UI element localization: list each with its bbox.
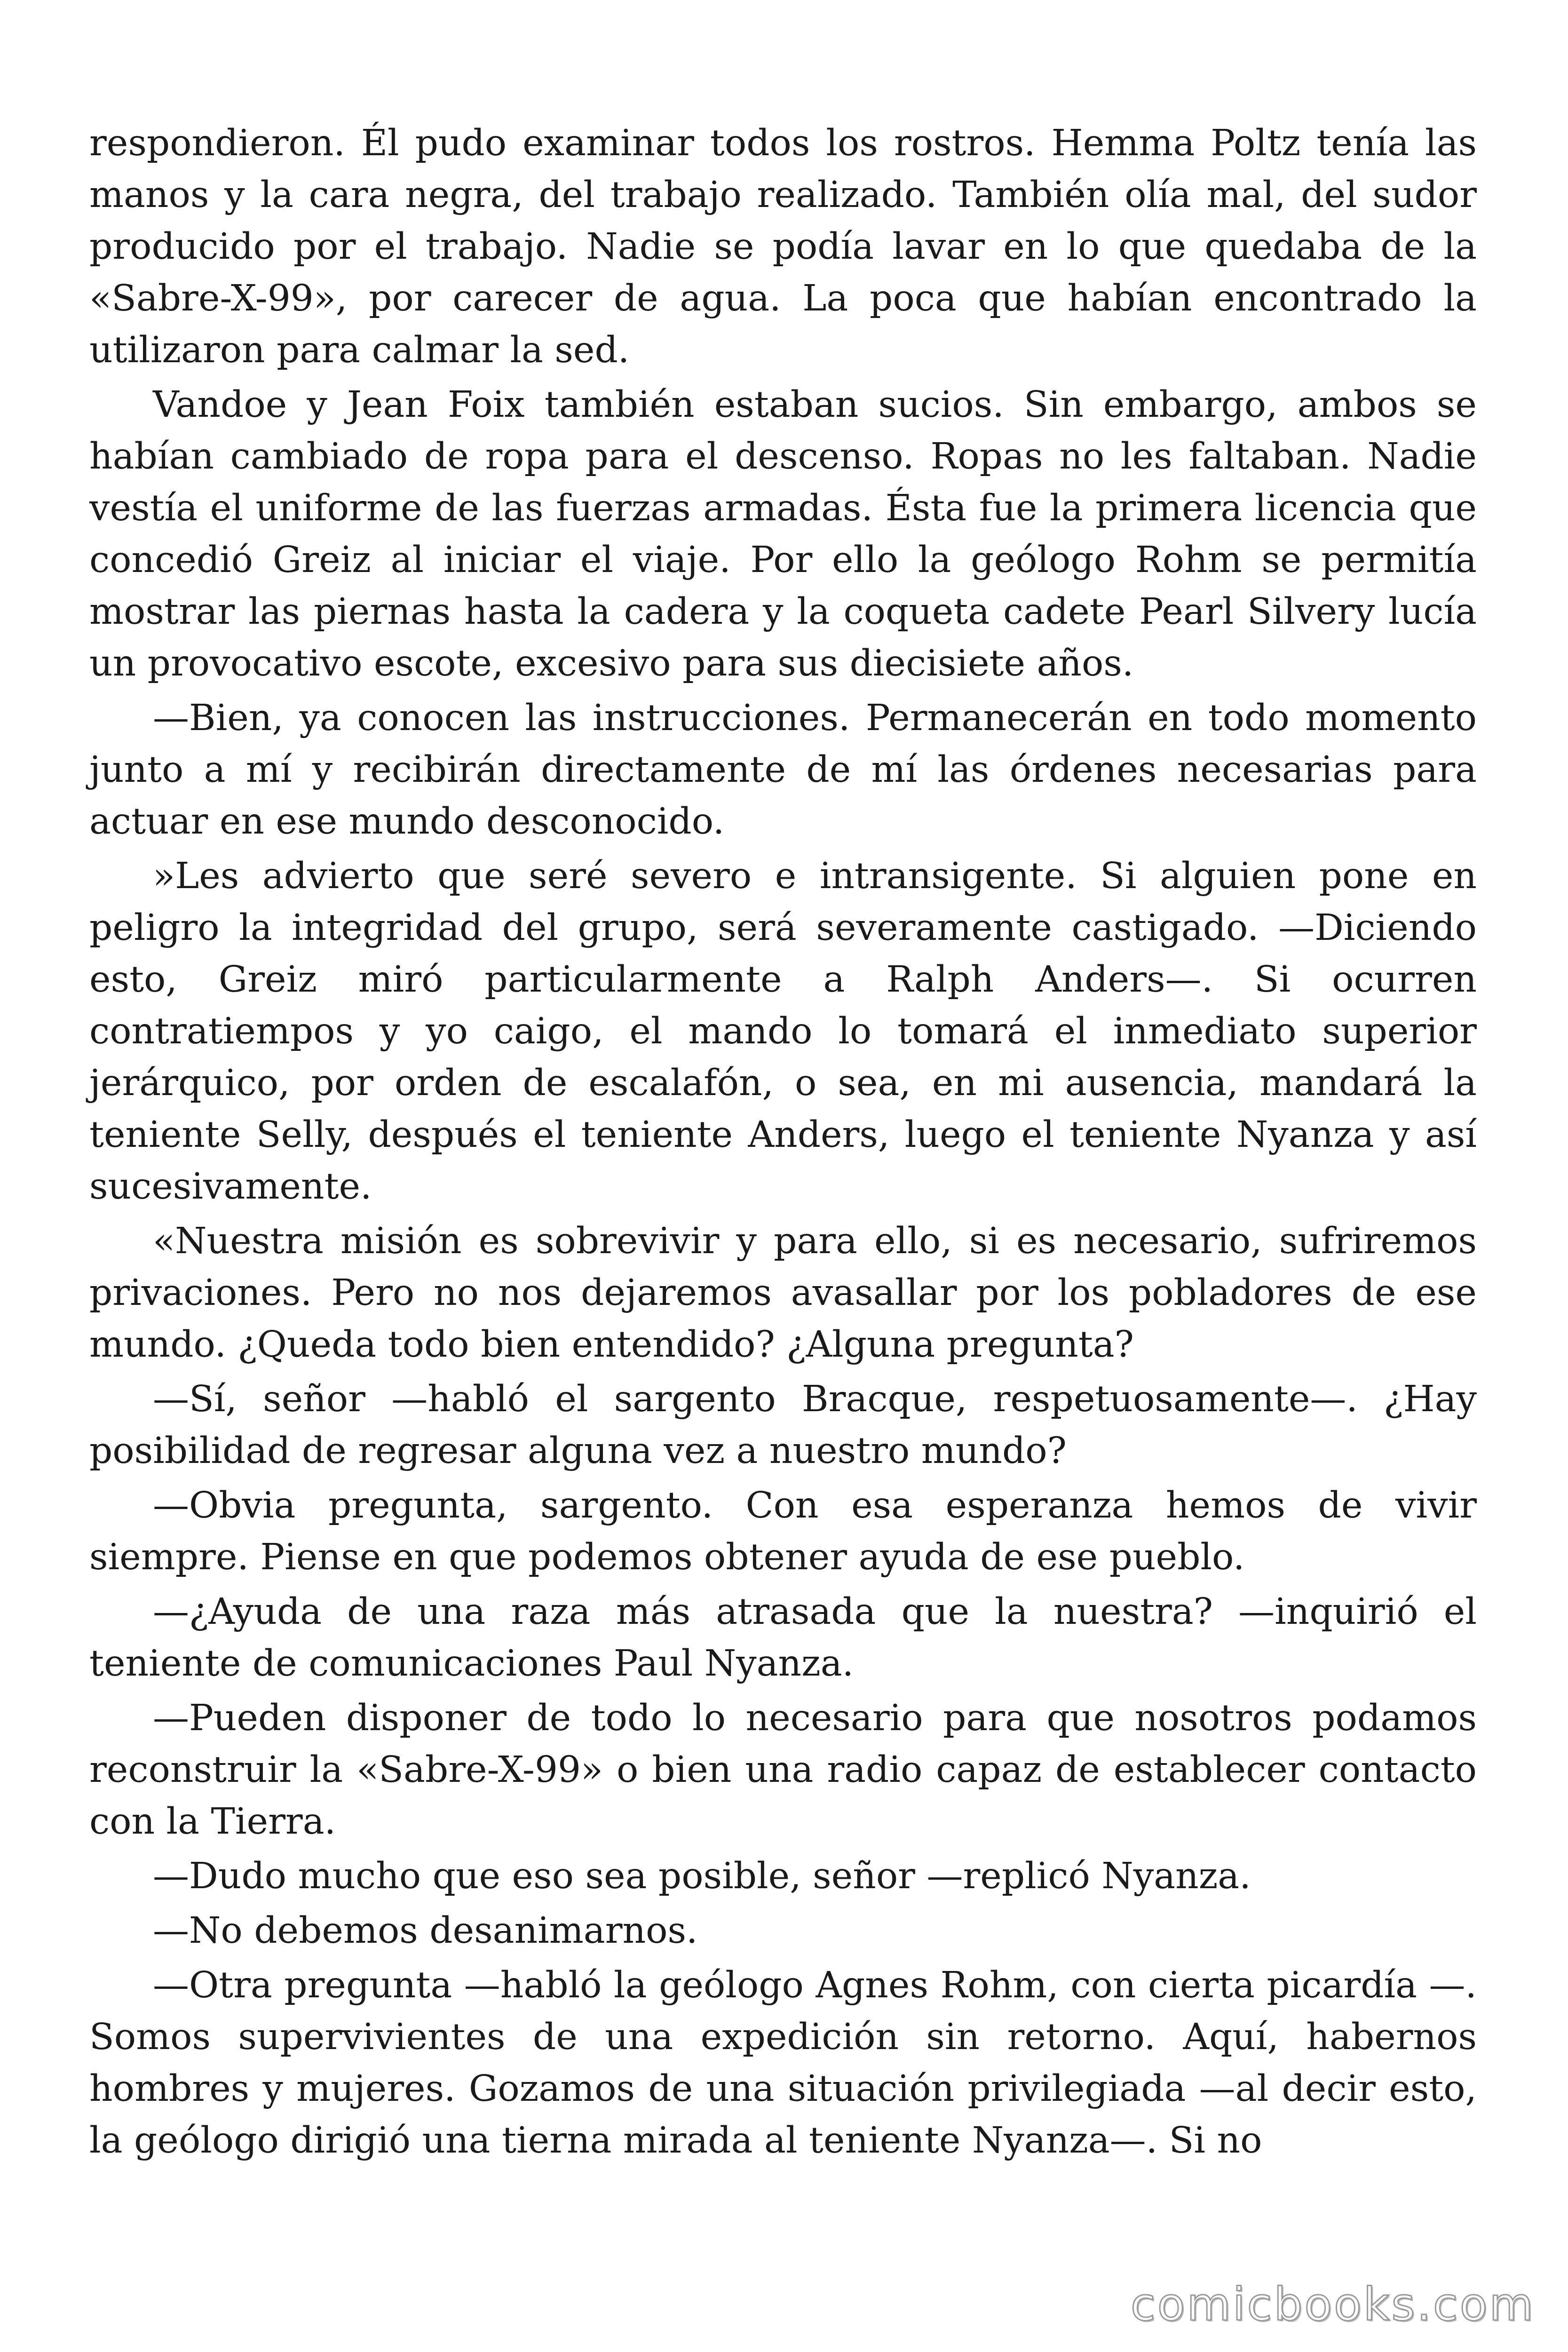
page-body — [89, 118, 1477, 2169]
paragraph: »Les advierto que seré severo e intransigente. Si alguien pone en peligro la integridad del grupo, será severamente castigado. —Diciendo esto, Greiz miró particularmente a Ralph Anders—. Si ocurren contratiempos y yo caigo, el mando lo tomará el inmediato superior jerárquico, por orden de escalafón, o sea, en mi ausencia, mandará la teniente Selly, después el teniente Anders, luego el teniente Nyanza y así sucesivamente. — [89, 855, 1477, 1208]
paragraph: —Otra pregunta —habló la geólogo Agnes Rohm, con cierta picardía —. Somos supervivientes de una expedición sin retorno. Aquí, habernos hombres y mujeres. Gozamos de una situación privilegiada —al decir esto, la geólogo dirigió una tierna mirada al teniente Nyanza—. Si no — [89, 1964, 1477, 2161]
paragraph: —Obvia pregunta, sargento. Con esa esperanza hemos de vivir siempre. Piense en que podemos obtener ayuda de ese pueblo. — [89, 1485, 1477, 1578]
paragraph: Vandoe y Jean Foix también estaban sucios. Sin embargo, ambos se habían cambiado de ropa para el descenso. Ropas no les faltaban. Nadie vestía el uniforme de las fuerzas armadas. Ésta fue la primera licencia que concedió Greiz al iniciar el viaje. Por ello la geólogo Rohm se permitía mostrar las piernas hasta la cadera y la coqueta cadete Pearl Silvery lucía un provocativo escote, excesivo para sus diecisiete años. — [89, 384, 1477, 684]
paragraph: —Sí, señor —habló el sargento Bracque, respetuosamente—. ¿Hay posibilidad de regresar alguna vez a nuestro mundo? — [89, 1378, 1477, 1472]
paragraph: —Bien, ya conocen las instrucciones. Permanecerán en todo momento junto a mí y recibirán directamente de mí las órdenes necesarias para actuar en ese mundo desconocido. — [89, 697, 1477, 842]
watermark: comicbooks.com — [1130, 2278, 1535, 2331]
paragraph: «Nuestra misión es sobrevivir y para ello, si es necesario, sufriremos privaciones. Pero no nos dejaremos avasallar por los pobladores de ese mundo. ¿Queda todo bien entendido? ¿Alguna pregunta? — [89, 1220, 1477, 1366]
paragraph: —Dudo mucho que eso sea posible, señor —replicó Nyanza. — [153, 1855, 1251, 1897]
paragraph: —No debemos desanimarnos. — [153, 1910, 698, 1952]
paragraph: respondieron. Él pudo examinar todos los rostros. Hemma Poltz tenía las manos y la cara negra, del trabajo realizado. También olía mal, del sudor producido por el trabajo. Nadie se podía lavar en lo que quedaba de la «Sabre-X-99», por carecer de agua. La poca que habían encontrado la utilizaron para calmar la sed. — [89, 122, 1477, 371]
paragraph: —Pueden disponer de todo lo necesario para que nosotros podamos reconstruir la «Sabre-X-99» o bien una radio capaz de establecer contacto con la Tierra. — [89, 1697, 1477, 1843]
paragraph: —¿Ayuda de una raza más atrasada que la nuestra? —inquirió el teniente de comunicaciones Paul Nyanza. — [89, 1591, 1477, 1685]
